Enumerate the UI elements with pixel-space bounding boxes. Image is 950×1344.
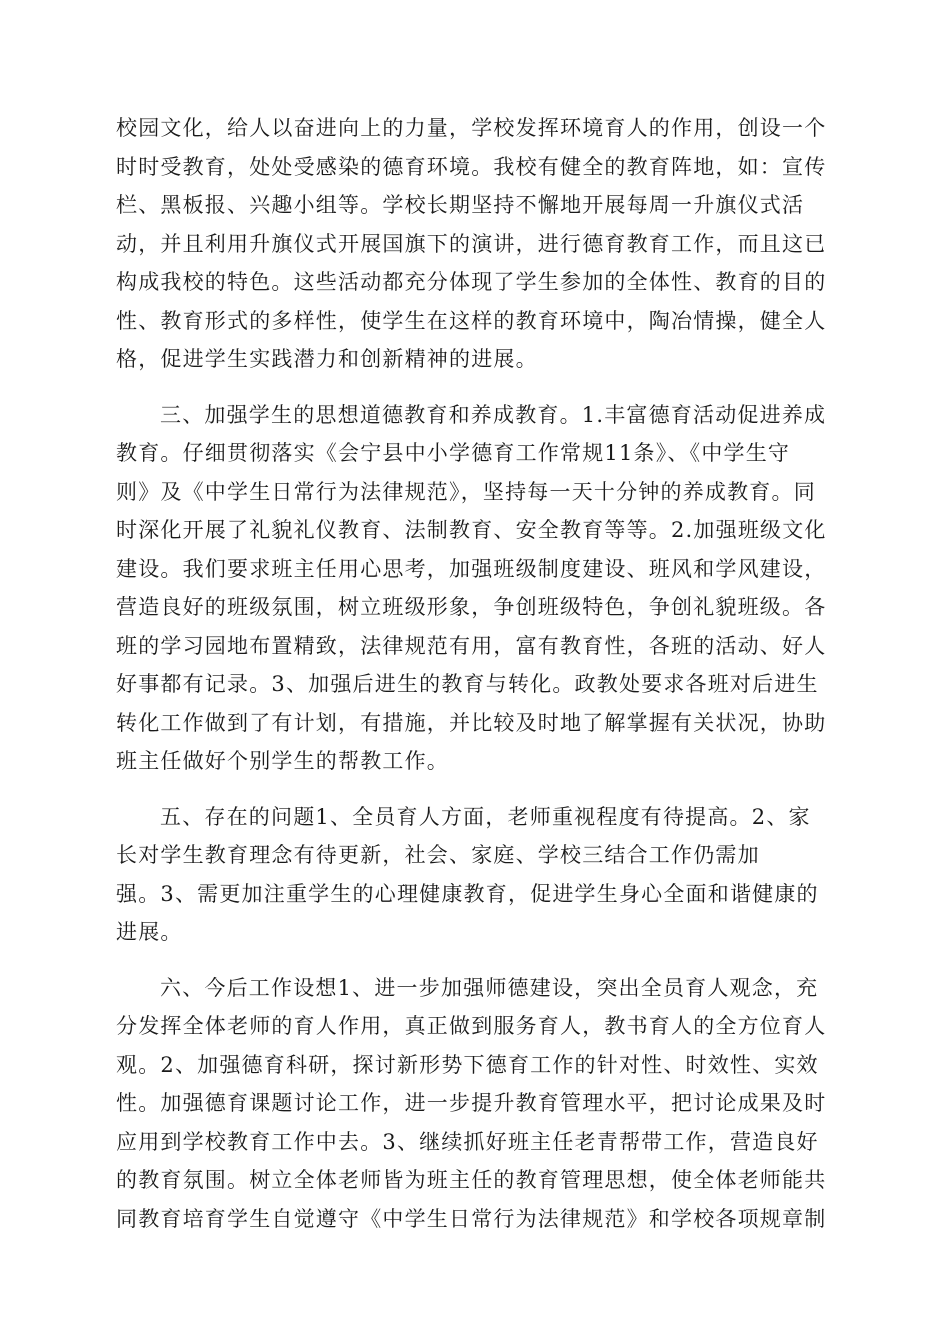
- text-line: 栏、黑板报、兴趣小组等。学校长期坚持不懈地开展每周一升旗仪式活: [116, 193, 805, 217]
- text-line: 五、存在的问题1、全员育人方面，老师重视程度有待提高。2、家: [160, 804, 811, 829]
- text-line: 构成我校的特色。这些活动都充分体现了学生参加的全体性、教育的目的: [116, 270, 827, 294]
- paragraph-campus-culture: [116, 109, 836, 379]
- paragraph-section-five: [116, 798, 836, 952]
- text-line: 班的学习园地布置精致，法律规范有用，富有教育性，各班的活动、好人: [116, 633, 827, 658]
- text-line: 动，并且利用升旗仪式开展国旗下的演讲，进行德育教育工作，而且这已: [116, 231, 827, 256]
- text-line: 长对学生教育理念有待更新，社会、家庭、学校三结合工作仍需加: [116, 843, 760, 867]
- text-line: 应用到学校教育工作中去。3、继续抓好班主任老青帮带工作，营造良好: [116, 1129, 819, 1154]
- document-body: [116, 109, 836, 1255]
- text-line: 时时受教育，处处受感染的德育环境。我校有健全的教育阵地，如：宣传: [116, 154, 827, 179]
- text-line: 时深化开展了礼貌礼仪教育、法制教育、安全教育等等。2.加强班级文化: [116, 518, 827, 542]
- text-line: 格，促进学生实践潜力和创新精神的进展。: [116, 347, 538, 371]
- text-line: 性。加强德育课题讨论工作，进一步提升教育管理水平，把讨论成果及时: [116, 1091, 827, 1115]
- text-line: 教育。仔细贯彻落实《会宁县中小学德育工作常规11条》、《中学生守: [116, 441, 791, 465]
- text-line: 的教育氛围。树立全体老师皆为班主任的教育管理思想，使全体老师能共: [116, 1168, 827, 1192]
- paragraph-section-six: [116, 969, 836, 1239]
- text-line: 同教育培育学生自觉遵守《中学生日常行为法律规范》和学校各项规章制: [116, 1206, 827, 1231]
- text-line: 班主任做好个别学生的帮教工作。: [116, 749, 449, 773]
- text-line: 分发挥全体老师的育人作用，真正做到服务育人，教书育人的全方位育人: [116, 1014, 827, 1038]
- text-line: 则》及《中学生日常行为法律规范》，坚持每一天十分钟的养成教育。同: [116, 479, 816, 504]
- text-line: 校园文化，给人以奋进向上的力量，学校发挥环境育人的作用，创设一个: [116, 116, 827, 140]
- text-line: 营造良好的班级氛围，树立班级形象，争创班级特色，争创礼貌班级。各: [116, 595, 827, 619]
- text-line: 建设。我们要求班主任用心思考，加强班级制度建设、班风和学风建设，: [116, 556, 827, 581]
- text-line: 六、今后工作设想1、进一步加强师德建设，突出全员育人观念，充: [160, 975, 819, 1000]
- text-line: 观。2、加强德育科研，探讨新形势下德育工作的针对性、时效性、实效: [116, 1052, 819, 1077]
- text-line: 进展。: [116, 920, 183, 944]
- text-line: 性、教育形式的多样性，使学生在这样的教育环境中，陶冶情操，健全人: [116, 308, 827, 333]
- text-line: 转化工作做到了有计划，有措施，并比较及时地了解掌握有关状况，协助: [116, 710, 827, 735]
- text-line: 好事都有记录。3、加强后进生的教育与转化。政教处要求各班对后进生: [116, 672, 819, 696]
- text-line: 三、加强学生的思想道德教育和养成教育。1.丰富德育活动促进养成: [160, 402, 827, 427]
- text-line: 强。3、需更加注重学生的心理健康教育，促进学生身心全面和谐健康的: [116, 881, 819, 906]
- paragraph-section-three: [116, 396, 836, 781]
